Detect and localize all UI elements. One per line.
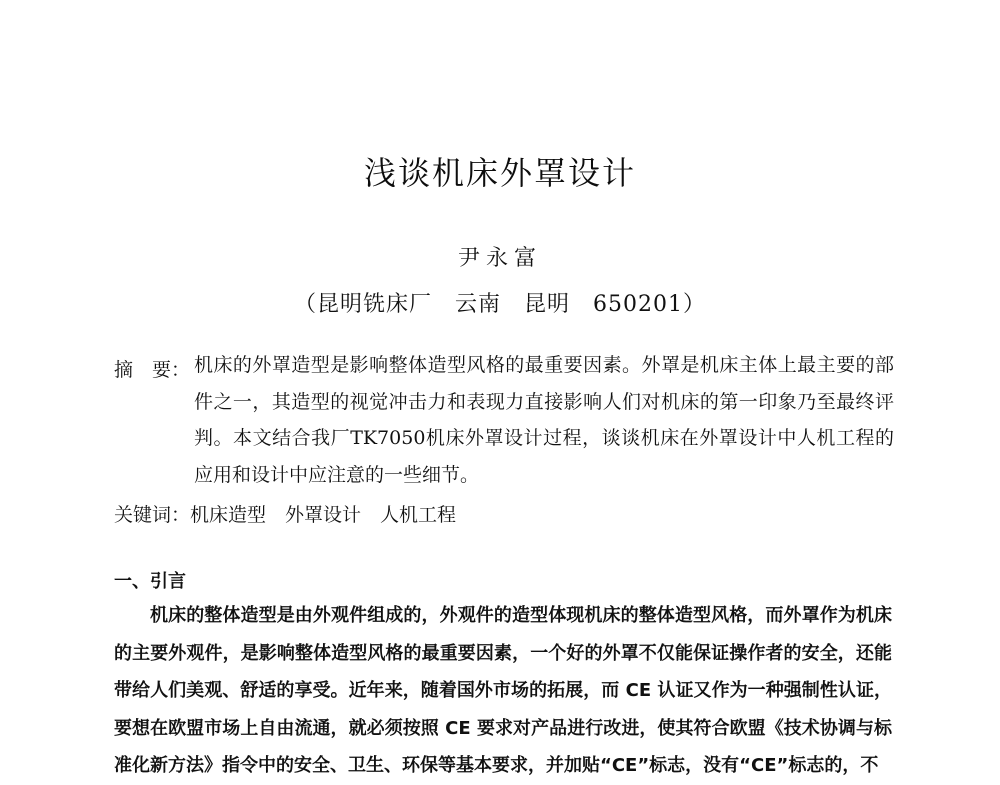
- author-affiliation: （昆明铣床厂 云南 昆明 650201）: [294, 292, 706, 317]
- section-heading-introduction: 一、引言: [114, 571, 186, 592]
- paper-title: 浅谈机床外罩设计: [363, 154, 636, 192]
- keywords-line: [114, 500, 894, 527]
- abstract-block: [114, 355, 894, 493]
- keywords-text: 机床造型 外罩设计 人机工程: [190, 504, 457, 526]
- author-name: 尹永富: [457, 246, 542, 271]
- abstract-label: 摘 要：: [114, 359, 191, 381]
- abstract-text: 机床的外罩造型是影响整体造型风格的最重要因素。外罩是机床主体上最主要的部件之一，其造型的视觉冲击力和表现力直接影响人们对机床的第一印象乃至最终评判。本文结合我厂TK7050机床外罩设计过程，谈谈机床在外罩设计中人机工程的应用和设计中应注意的一些细节。: [194, 354, 894, 486]
- keywords-label: 关键词：: [114, 504, 191, 526]
- introduction-paragraph: 机床的整体造型是由外观件组成的，外观件的造型体现机床的整体造型风格，而外罩作为机床的主要外观件，是影响整体造型风格的最重要因素，一个好的外罩不仅能保证操作者的安全，还能带给人们美观、舒适的享受。近年来，随着国外市场的拓展，而 CE 认证又作为一种强制性认证，要想在欧盟市场上自由流通，就必须按照 CE 要求对产品进行改进，使其符合欧盟《技术协调与标准化新方法》指令中的安全、卫生、环保等基本要求，并加贴“CE”标志，没有“CE”标志的，不: [114, 605, 892, 776]
